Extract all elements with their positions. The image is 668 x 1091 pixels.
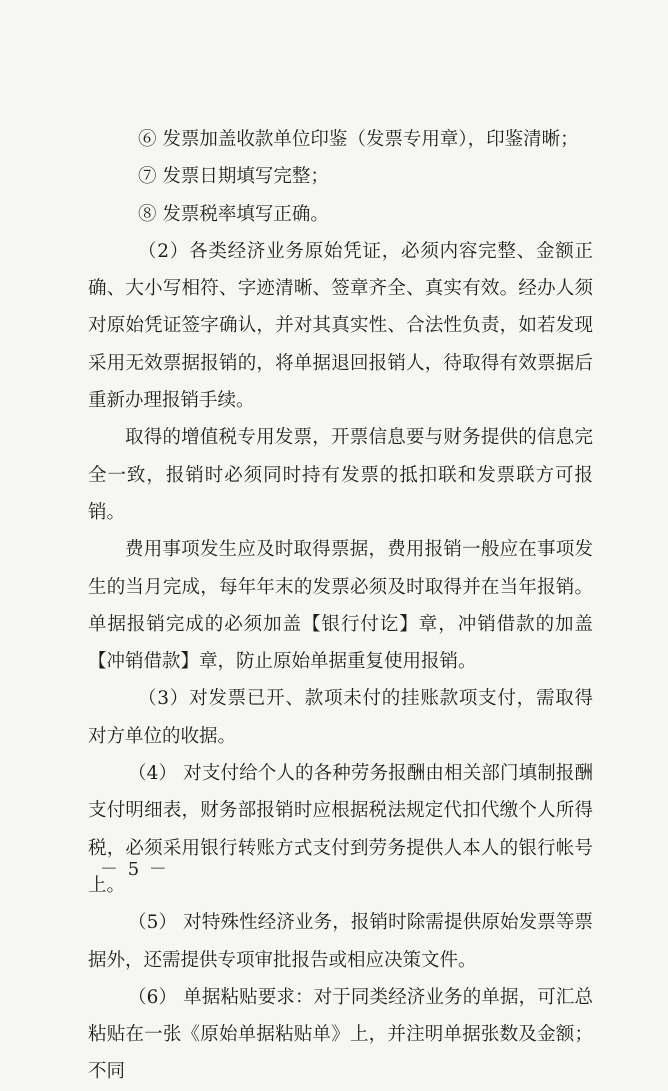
- paragraph-4: （4） 对支付给个人的各种劳务报酬由相关部门填制报酬支付明细表，财务部报销时应根据税法规定代扣代缴个人所得税，必须采用银行转账方式支付到劳务提供人本人的银行帐号上。: [88, 763, 593, 896]
- paragraph-6: （6） 单据粘贴要求：对于同类经济业务的单据，可汇总粘贴在一张《原始单据粘贴单》上，并注明单据张数及金额；不同: [88, 986, 593, 1083]
- paragraph-vat-invoice: 取得的增值税专用发票，开票信息要与财务提供的信息完全一致，报销时必须同时持有发票的抵扣联和发票联方可报销。: [88, 427, 593, 523]
- page-body: [88, 121, 593, 1091]
- list-item-7: ⑦ 发票日期填写完整；: [138, 166, 329, 188]
- paragraph-2: （2）各类经济业务原始凭证，必须内容完整、金额正确、大小写相符、字迹清晰、签章齐全、真实有效。经办人须对原始凭证签字确认，并对其真实性、合法性负责，如若发现采用无效票据报销的，将单据退回报销人，待取得有效票据后重新办理报销手续。: [88, 240, 593, 412]
- paragraph-5: （5） 对特殊性经济业务，报销时除需提供原始发票等票据外，还需提供专项审批报告或相应决策文件。: [88, 912, 593, 971]
- paragraph-expense-timing: 费用事项发生应及时取得票据，费用报销一般应在事项发生的当月完成，每年年末的发票必须及时取得并在当年报销。单据报销完成的必须加盖【银行付讫】章，冲销借款的加盖【冲销借款】章，防止原始单据重复使用报销。: [88, 539, 593, 673]
- list-item-6: ⑥ 发票加盖收款单位印鉴（发票专用章），印鉴清晰；: [138, 129, 579, 150]
- paragraph-3: （3）对发票已开、款项未付的挂账款项支付，需取得对方单位的收据。: [88, 688, 593, 747]
- list-item-8: ⑧ 发票税率填写正确。: [138, 203, 329, 225]
- page-number: － 5 －: [100, 859, 169, 880]
